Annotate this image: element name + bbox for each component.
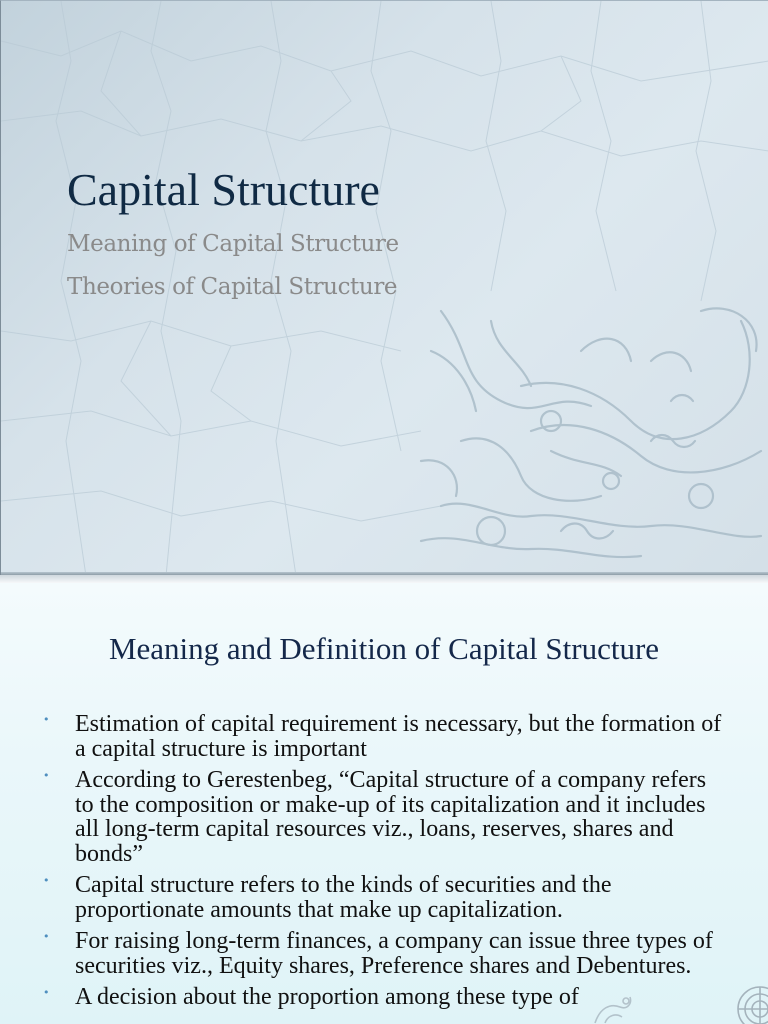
slide-1-title: Capital Structure: [67, 164, 380, 215]
ornament-icon: [730, 979, 768, 1024]
slide-2: [0, 583, 768, 1024]
bullet-marker-icon: •: [43, 769, 50, 782]
bullet-text: According to Gerestenbeg, “Capital structure of a company refers to the composition or make-up of its capitalization and it includes all long-term capital resources viz., loans, reserves, shares and bonds”: [75, 767, 707, 867]
bullet-item: [0, 929, 768, 978]
bullet-marker-icon: •: [43, 930, 50, 943]
slide-1-subtitle-2: Theories of Capital Structure: [67, 274, 398, 300]
slide-separator: [0, 575, 768, 583]
bullet-text: Capital structure refers to the kinds of securities and the proportionate amounts that make up capitalization.: [75, 872, 612, 923]
bullet-marker-icon: •: [43, 713, 50, 726]
bullet-text: Estimation of capital requirement is necessary, but the formation of a capital structure is important: [75, 711, 722, 762]
bullet-marker-icon: •: [43, 874, 50, 887]
slide-1-subtitle-1: Meaning of Capital Structure: [67, 231, 399, 257]
dragon-illustration: [401, 291, 768, 575]
ornament-icon: [590, 993, 640, 1024]
bullet-item: [0, 712, 768, 761]
bullet-item: [0, 985, 768, 1010]
bullet-text: For raising long-term finances, a company can issue three types of securities viz., Equity shares, Preference shares and Debentures.: [75, 928, 713, 979]
slide-2-title: Meaning and Definition of Capital Structure: [108, 631, 660, 666]
bullet-item: [0, 873, 768, 922]
bullet-item: [0, 768, 768, 866]
bullet-list: [0, 712, 768, 1017]
bullet-text: A decision about the proportion among these type of: [75, 984, 579, 1010]
bullet-marker-icon: •: [43, 986, 50, 999]
